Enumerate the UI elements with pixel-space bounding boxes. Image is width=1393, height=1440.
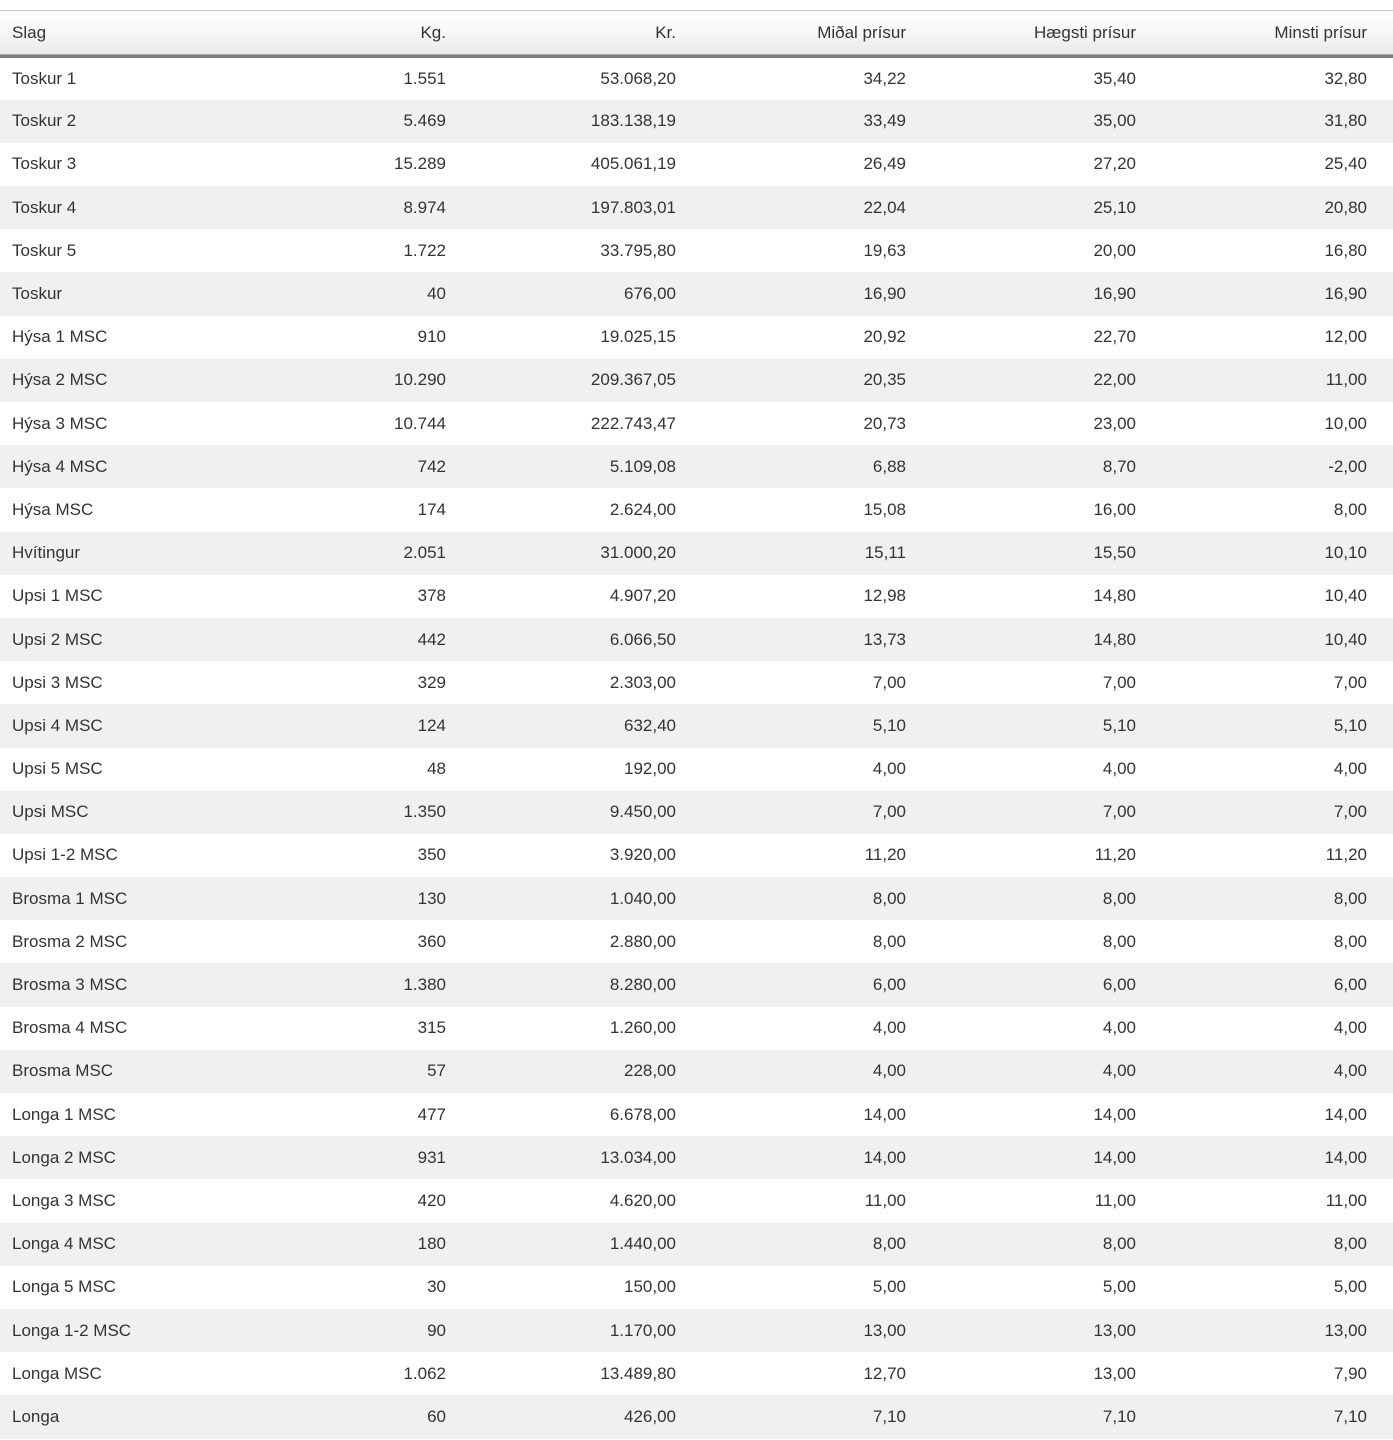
cell-haegsti: 23,00: [1093, 413, 1136, 433]
cell-kr: 2.624,00: [609, 499, 676, 519]
cell-minsti: 7,90: [1333, 1363, 1367, 1383]
cell-kg: 60: [427, 1406, 446, 1426]
cell-haegsti: 8,00: [1102, 888, 1136, 908]
cell-kr: 8.280,00: [609, 975, 676, 995]
cell-midal: 5,10: [872, 715, 906, 735]
cell-minsti: 14,00: [1324, 1104, 1367, 1124]
cell-haegsti: 11,20: [1094, 845, 1136, 865]
cell-haegsti: 22,00: [1093, 370, 1136, 390]
cell-kg: 1.722: [403, 240, 446, 260]
cell-midal: 13,00: [863, 1320, 906, 1340]
table-row: [0, 402, 1393, 445]
cell-midal: 8,00: [872, 1234, 906, 1254]
cell-kg: 1.380: [403, 975, 446, 995]
cell-slag: Hýsa 3 MSC: [12, 413, 108, 433]
cell-midal: 11,20: [864, 845, 906, 865]
cell-haegsti: 7,00: [1102, 672, 1136, 692]
cell-haegsti: 4,00: [1102, 1061, 1136, 1081]
cell-midal: 8,00: [872, 888, 906, 908]
cell-minsti: 8,00: [1333, 931, 1367, 951]
cell-slag: Upsi 1 MSC: [12, 586, 103, 606]
cell-haegsti: 7,10: [1102, 1406, 1136, 1426]
cell-haegsti: 16,90: [1093, 284, 1136, 304]
cell-kg: 48: [427, 759, 446, 779]
cell-kr: 4.907,20: [609, 586, 676, 606]
cell-minsti: 14,00: [1324, 1147, 1367, 1167]
table-row: [0, 920, 1393, 963]
cell-kr: 632,40: [624, 715, 676, 735]
cell-haegsti: 14,80: [1093, 586, 1136, 606]
cell-midal: 4,00: [872, 759, 906, 779]
cell-kr: 13.034,00: [600, 1147, 676, 1167]
table-row: [0, 618, 1393, 661]
cell-kg: 90: [427, 1320, 446, 1340]
cell-kg: 1.551: [403, 68, 446, 88]
cell-midal: 7,00: [872, 672, 906, 692]
table-row: [0, 877, 1393, 920]
cell-midal: 12,70: [863, 1363, 906, 1383]
cell-haegsti: 14,80: [1093, 629, 1136, 649]
cell-haegsti: 16,00: [1093, 499, 1136, 519]
cell-slag: Longa 2 MSC: [12, 1147, 116, 1167]
table-row: [0, 1050, 1393, 1093]
cell-haegsti: 20,00: [1093, 240, 1136, 260]
cell-kg: 378: [417, 586, 446, 606]
cell-minsti: 5,00: [1333, 1277, 1367, 1297]
cell-minsti: 11,00: [1325, 370, 1367, 390]
cell-midal: 20,35: [863, 370, 906, 390]
table-row: [0, 791, 1393, 834]
cell-slag: Brosma 3 MSC: [12, 975, 128, 995]
cell-kg: 57: [427, 1061, 446, 1081]
cell-slag: Toskur 4: [12, 197, 77, 217]
column-header-kr: Kr.: [447, 11, 677, 57]
cell-kg: 8.974: [403, 197, 446, 217]
cell-minsti: 31,80: [1324, 111, 1367, 131]
cell-slag: Upsi 2 MSC: [12, 629, 103, 649]
cell-minsti: 10,00: [1324, 413, 1367, 433]
cell-minsti: 13,00: [1324, 1320, 1367, 1340]
table-row: [0, 57, 1393, 100]
cell-slag: Brosma 2 MSC: [12, 931, 128, 951]
cell-minsti: 8,00: [1333, 888, 1367, 908]
cell-kr: 13.489,80: [600, 1363, 676, 1383]
cell-kg: 10.744: [394, 413, 446, 433]
cell-haegsti: 7,00: [1102, 802, 1136, 822]
cell-midal: 34,22: [863, 68, 906, 88]
cell-kg: 442: [417, 629, 446, 649]
cell-kg: 40: [427, 284, 446, 304]
cell-kg: 1.062: [403, 1363, 446, 1383]
cell-kr: 209.367,05: [590, 370, 676, 390]
cell-kr: 183.138,19: [590, 111, 676, 131]
table-row: [0, 143, 1393, 186]
cell-slag: Hýsa 4 MSC: [12, 456, 108, 476]
cell-slag: Longa 1 MSC: [12, 1104, 116, 1124]
cell-kr: 426,00: [624, 1406, 676, 1426]
cell-minsti: 4,00: [1333, 1018, 1367, 1038]
cell-minsti: 25,40: [1324, 154, 1367, 174]
cell-slag: Longa 5 MSC: [12, 1277, 116, 1297]
cell-kg: 931: [417, 1147, 446, 1167]
cell-minsti: 6,00: [1333, 975, 1367, 995]
cell-kr: 1.040,00: [609, 888, 676, 908]
cell-haegsti: 13,00: [1093, 1320, 1136, 1340]
table-row: [0, 316, 1393, 359]
table-row: [0, 1395, 1393, 1438]
cell-kg: 910: [417, 327, 446, 347]
cell-kr: 1.440,00: [609, 1234, 676, 1254]
cell-slag: Brosma 4 MSC: [12, 1018, 128, 1038]
cell-kr: 192,00: [624, 759, 676, 779]
cell-minsti: 7,00: [1333, 802, 1367, 822]
cell-midal: 14,00: [863, 1104, 906, 1124]
cell-kg: 1.350: [403, 802, 446, 822]
cell-kg: 180: [417, 1234, 446, 1254]
table-row: [0, 272, 1393, 315]
cell-kg: 174: [417, 499, 446, 519]
table-row: [0, 359, 1393, 402]
cell-midal: 8,00: [872, 931, 906, 951]
cell-kr: 1.170,00: [609, 1320, 676, 1340]
cell-kg: 329: [417, 672, 446, 692]
cell-midal: 6,00: [872, 975, 906, 995]
cell-slag: Longa: [12, 1406, 60, 1426]
cell-midal: 13,73: [863, 629, 906, 649]
cell-midal: 20,92: [863, 327, 906, 347]
cell-midal: 14,00: [863, 1147, 906, 1167]
cell-haegsti: 22,70: [1093, 327, 1136, 347]
cell-kr: 33.795,80: [600, 240, 676, 260]
cell-kg: 315: [417, 1018, 446, 1038]
cell-minsti: -2,00: [1328, 456, 1367, 476]
cell-kg: 5.469: [403, 111, 446, 131]
cell-midal: 26,49: [863, 154, 906, 174]
cell-minsti: 10,10: [1324, 543, 1367, 563]
cell-midal: 4,00: [872, 1061, 906, 1081]
cell-slag: Toskur 3: [12, 154, 77, 174]
cell-kr: 150,00: [624, 1277, 676, 1297]
cell-midal: 11,00: [864, 1190, 906, 1210]
cell-haegsti: 35,40: [1093, 68, 1136, 88]
cell-slag: Upsi 4 MSC: [12, 715, 103, 735]
cell-kr: 222.743,47: [590, 413, 676, 433]
table-row: [0, 532, 1393, 575]
cell-haegsti: 15,50: [1093, 543, 1136, 563]
table-row: [0, 1266, 1393, 1309]
cell-kr: 405.061,19: [590, 154, 676, 174]
column-header-minsti: Minsti prísur: [1137, 11, 1393, 57]
cell-slag: Hýsa MSC: [12, 499, 94, 519]
cell-kg: 742: [417, 456, 446, 476]
table-row: [0, 186, 1393, 229]
cell-slag: Upsi 5 MSC: [12, 759, 103, 779]
cell-haegsti: 25,10: [1093, 197, 1136, 217]
cell-slag: Brosma 1 MSC: [12, 888, 128, 908]
cell-midal: 5,00: [872, 1277, 906, 1297]
price-table: [0, 10, 1393, 1439]
table-row: [0, 229, 1393, 272]
cell-midal: 33,49: [863, 111, 906, 131]
cell-slag: Toskur: [12, 284, 63, 304]
table-row: [0, 1309, 1393, 1352]
cell-slag: Brosma MSC: [12, 1061, 114, 1081]
cell-slag: Upsi 3 MSC: [12, 672, 103, 692]
cell-midal: 7,10: [872, 1406, 906, 1426]
cell-slag: Toskur 5: [12, 240, 77, 260]
cell-midal: 20,73: [863, 413, 906, 433]
cell-kg: 477: [417, 1104, 446, 1124]
table-row: [0, 1179, 1393, 1222]
cell-haegsti: 35,00: [1093, 111, 1136, 131]
cell-haegsti: 5,10: [1102, 715, 1136, 735]
cell-slag: Toskur 2: [12, 111, 77, 131]
cell-kr: 1.260,00: [609, 1018, 676, 1038]
cell-kr: 2.880,00: [609, 931, 676, 951]
cell-minsti: 5,10: [1333, 715, 1367, 735]
cell-minsti: 32,80: [1324, 68, 1367, 88]
cell-kr: 6.678,00: [609, 1104, 676, 1124]
cell-kr: 197.803,01: [590, 197, 676, 217]
cell-kg: 2.051: [403, 543, 446, 563]
cell-kr: 228,00: [624, 1061, 676, 1081]
cell-haegsti: 5,00: [1102, 1277, 1136, 1297]
cell-haegsti: 8,70: [1102, 456, 1136, 476]
table-row: [0, 704, 1393, 747]
cell-haegsti: 8,00: [1102, 931, 1136, 951]
cell-kr: 6.066,50: [609, 629, 676, 649]
cell-kg: 130: [417, 888, 446, 908]
cell-minsti: 8,00: [1333, 499, 1367, 519]
cell-minsti: 4,00: [1333, 1061, 1367, 1081]
table-header: [0, 11, 1393, 57]
cell-midal: 19,63: [863, 240, 906, 260]
cell-kr: 4.620,00: [609, 1190, 676, 1210]
cell-haegsti: 6,00: [1102, 975, 1136, 995]
cell-kr: 676,00: [624, 284, 676, 304]
cell-slag: Upsi MSC: [12, 802, 89, 822]
column-header-slag: Slag: [0, 11, 217, 57]
column-header-kg: Kg.: [217, 11, 447, 57]
cell-haegsti: 13,00: [1093, 1363, 1136, 1383]
cell-minsti: 10,40: [1324, 629, 1367, 649]
cell-kr: 19.025,15: [600, 327, 676, 347]
cell-slag: Hýsa 2 MSC: [12, 370, 108, 390]
cell-haegsti: 4,00: [1102, 759, 1136, 779]
cell-slag: Toskur 1: [12, 68, 77, 88]
cell-midal: 22,04: [863, 197, 906, 217]
column-header-haegsti: Hægsti prísur: [907, 11, 1137, 57]
table-row: [0, 1136, 1393, 1179]
column-header-midal: Miðal prísur: [677, 11, 907, 57]
cell-slag: Longa 3 MSC: [12, 1190, 116, 1210]
cell-slag: Hvítingur: [12, 543, 81, 563]
cell-midal: 16,90: [863, 284, 906, 304]
table-row: [0, 575, 1393, 618]
cell-kg: 420: [417, 1190, 446, 1210]
cell-kr: 31.000,20: [600, 543, 676, 563]
cell-haegsti: 11,00: [1094, 1190, 1136, 1210]
cell-kr: 9.450,00: [609, 802, 676, 822]
cell-slag: Hýsa 1 MSC: [12, 327, 108, 347]
table-row: [0, 445, 1393, 488]
cell-haegsti: 14,00: [1093, 1147, 1136, 1167]
table-row: [0, 1007, 1393, 1050]
cell-haegsti: 14,00: [1093, 1104, 1136, 1124]
table-body: [0, 57, 1393, 1439]
cell-minsti: 11,20: [1325, 845, 1367, 865]
cell-minsti: 20,80: [1324, 197, 1367, 217]
cell-kr: 2.303,00: [609, 672, 676, 692]
cell-minsti: 8,00: [1333, 1234, 1367, 1254]
cell-haegsti: 27,20: [1093, 154, 1136, 174]
table-row: [0, 100, 1393, 143]
cell-haegsti: 4,00: [1102, 1018, 1136, 1038]
table-row: [0, 1093, 1393, 1136]
header-row: [0, 11, 1393, 57]
cell-midal: 15,11: [864, 543, 906, 563]
table-row: [0, 1223, 1393, 1266]
cell-minsti: 11,00: [1325, 1190, 1367, 1210]
cell-kg: 124: [417, 715, 446, 735]
cell-kr: 3.920,00: [609, 845, 676, 865]
cell-minsti: 7,10: [1333, 1406, 1367, 1426]
cell-slag: Longa 4 MSC: [12, 1234, 116, 1254]
table-row: [0, 748, 1393, 791]
cell-minsti: 16,80: [1324, 240, 1367, 260]
cell-midal: 4,00: [872, 1018, 906, 1038]
cell-minsti: 16,90: [1324, 284, 1367, 304]
table-row: [0, 963, 1393, 1006]
cell-minsti: 10,40: [1324, 586, 1367, 606]
table-row: [0, 834, 1393, 877]
table-row: [0, 661, 1393, 704]
cell-minsti: 4,00: [1333, 759, 1367, 779]
cell-kg: 350: [417, 845, 446, 865]
cell-midal: 12,98: [863, 586, 906, 606]
table-row: [0, 488, 1393, 531]
cell-kg: 15.289: [394, 154, 446, 174]
cell-midal: 6,88: [872, 456, 906, 476]
cell-haegsti: 8,00: [1102, 1234, 1136, 1254]
cell-kr: 53.068,20: [600, 68, 676, 88]
cell-kg: 360: [417, 931, 446, 951]
cell-slag: Upsi 1-2 MSC: [12, 845, 118, 865]
cell-minsti: 12,00: [1324, 327, 1367, 347]
cell-midal: 7,00: [872, 802, 906, 822]
cell-kg: 10.290: [394, 370, 446, 390]
cell-slag: Longa MSC: [12, 1363, 102, 1383]
cell-slag: Longa 1-2 MSC: [12, 1320, 132, 1340]
cell-kg: 30: [427, 1277, 446, 1297]
cell-midal: 15,08: [863, 499, 906, 519]
cell-minsti: 7,00: [1333, 672, 1367, 692]
cell-kr: 5.109,08: [609, 456, 676, 476]
table-row: [0, 1352, 1393, 1395]
